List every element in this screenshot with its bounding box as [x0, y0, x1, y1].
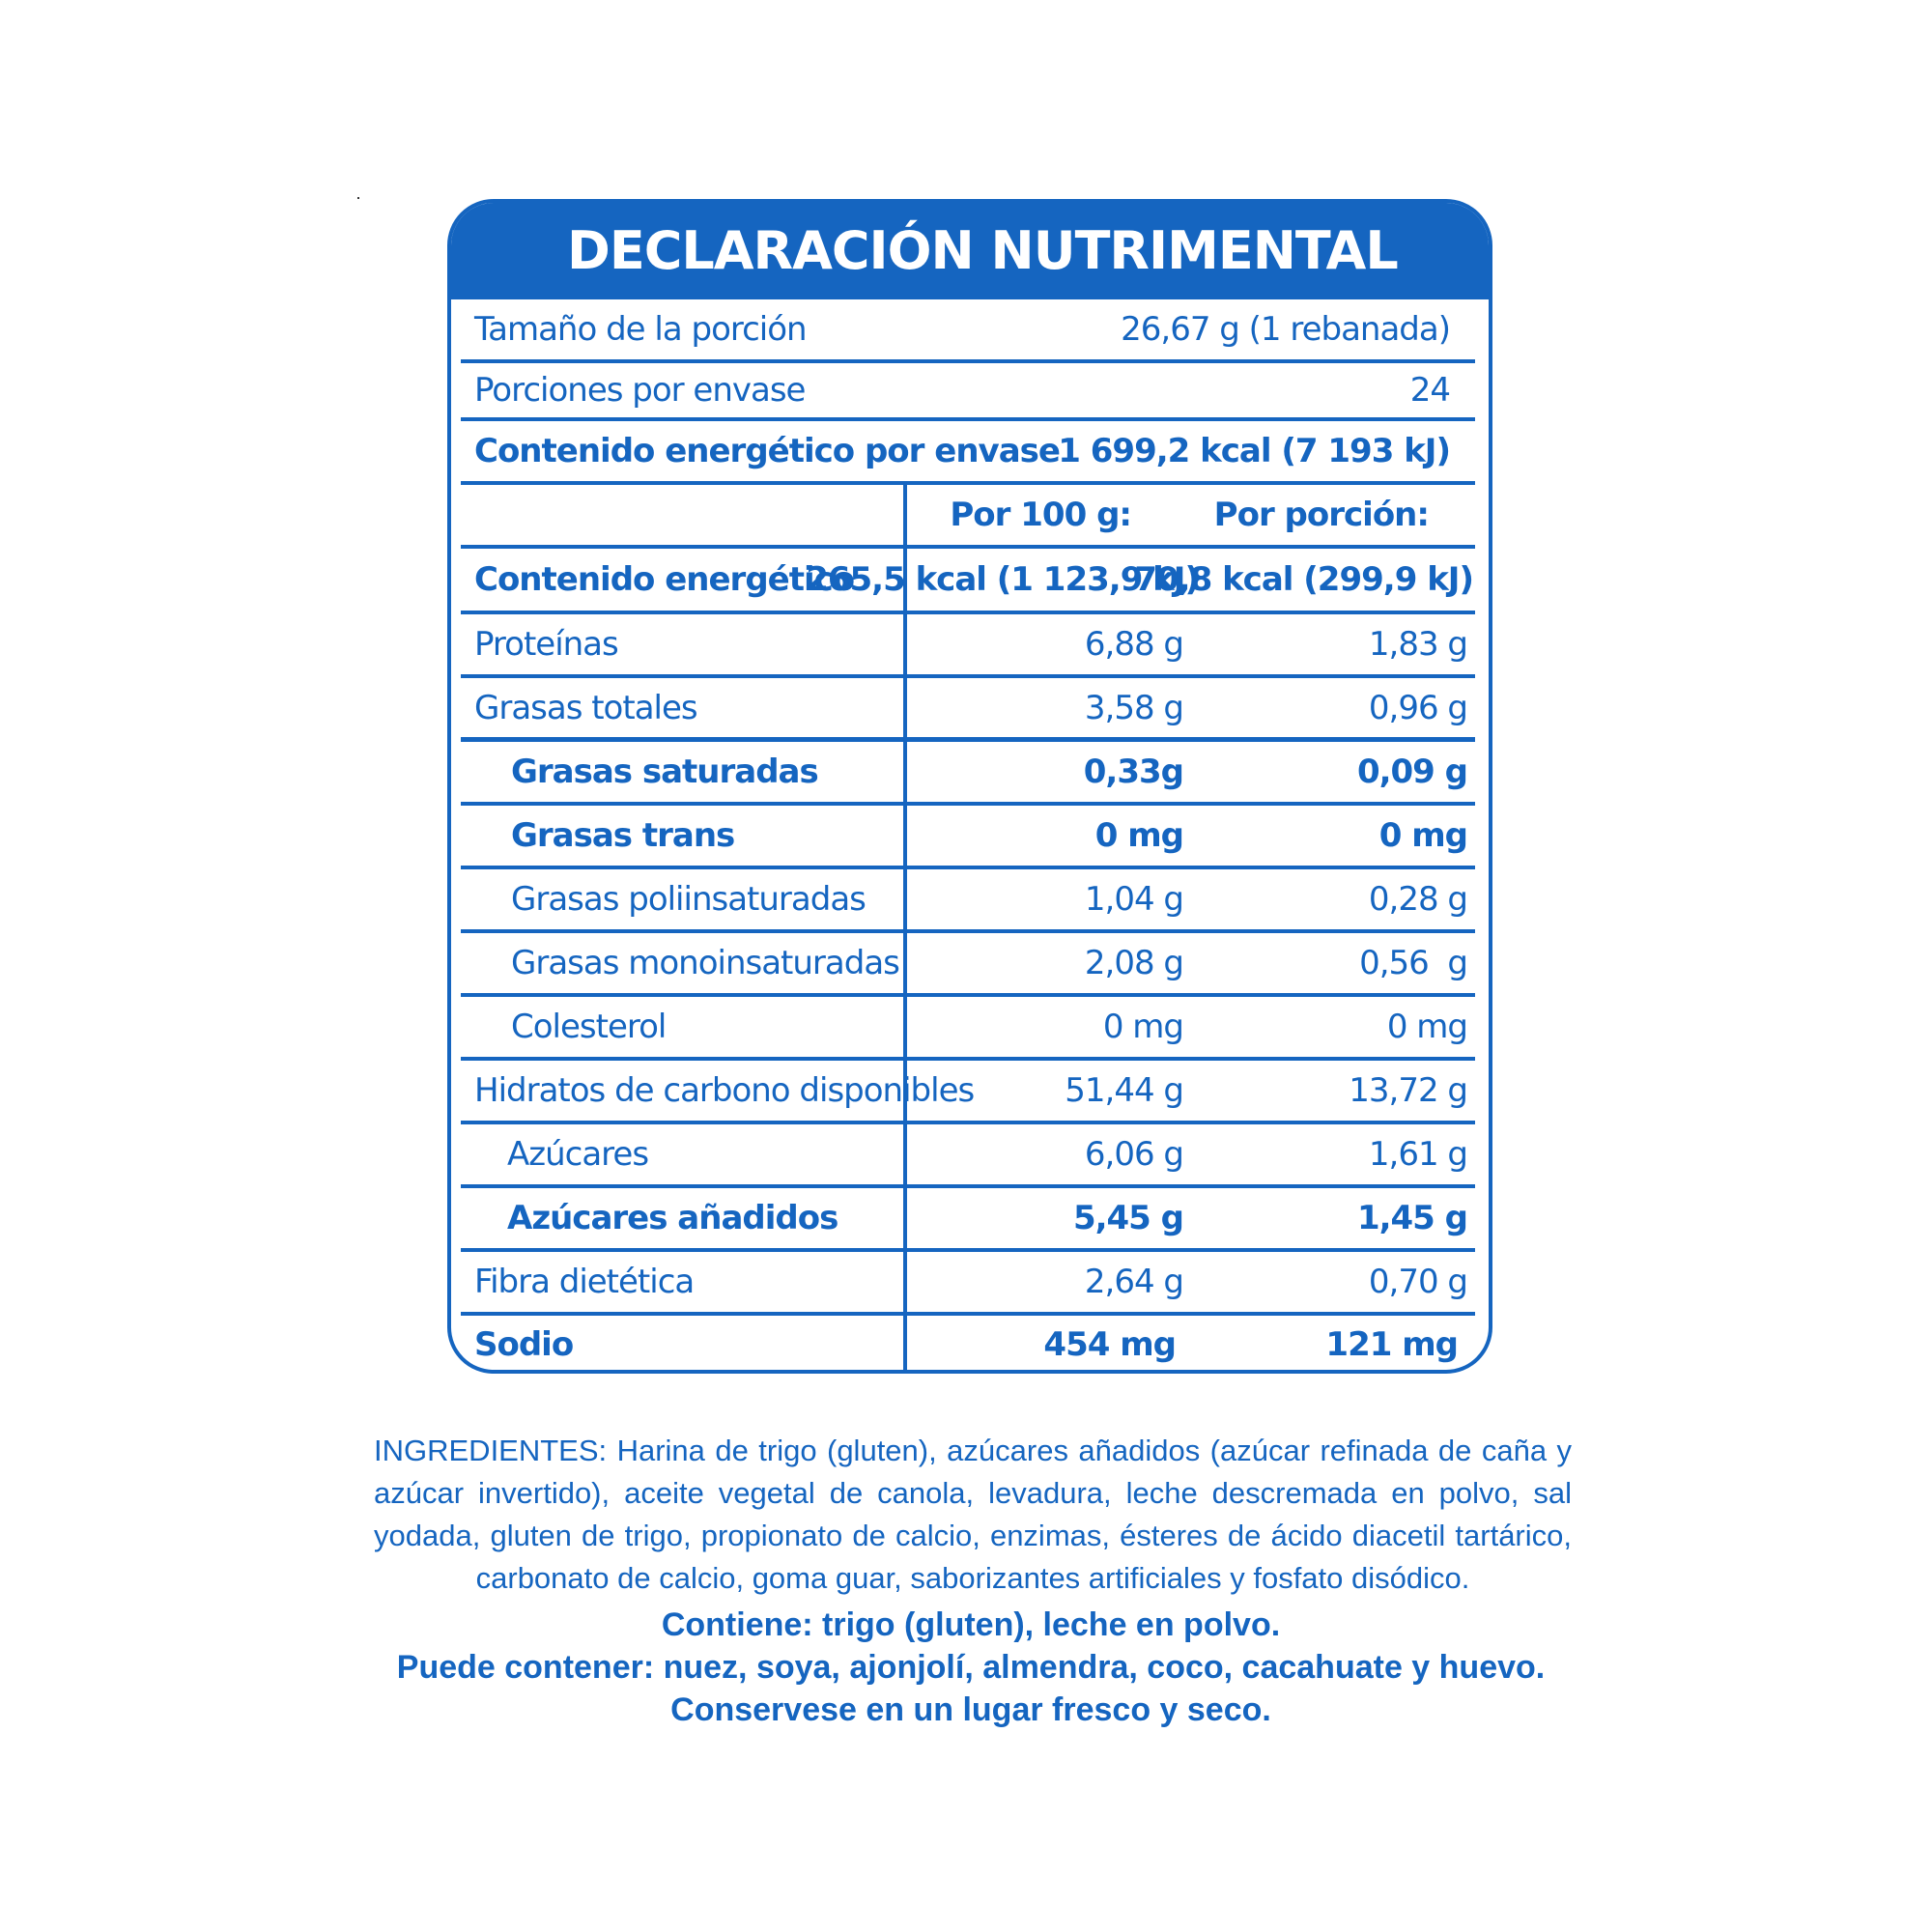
nutrient-row-saturated-fat	[461, 742, 1475, 806]
column-divider	[903, 869, 907, 933]
nutrient-row-fiber	[461, 1252, 1475, 1316]
per-portion-value: 0 mg	[1386, 1008, 1467, 1046]
may-contain-text: Puede contener: nuez, soya, ajonjolí, almendra, coco, cacahuate y huevo.	[396, 1649, 1546, 1686]
per-portion-value: 0,70 g	[1368, 1263, 1467, 1301]
label-title: DECLARACIÓN NUTRIMENTAL	[451, 203, 1489, 299]
per-100g-value: 2,64 g	[1084, 1263, 1183, 1301]
nutrient-label: Proteínas	[474, 625, 618, 664]
column-divider	[903, 614, 907, 678]
serving-size-row	[461, 299, 1475, 363]
per-portion-value: 0,28 g	[1368, 880, 1467, 919]
per-100g-value: 0 mg	[1094, 816, 1183, 855]
nutrient-row-added-sugars	[461, 1188, 1475, 1252]
nutrient-row-proteins	[461, 614, 1475, 678]
nutrient-label: Grasas poliinsaturadas	[511, 880, 866, 919]
per-100g-value: 2,08 g	[1084, 944, 1183, 982]
per-100g-value: 1,04 g	[1084, 880, 1183, 919]
column-divider	[903, 1316, 907, 1374]
per-100g-value: 6,88 g	[1084, 625, 1183, 664]
stray-dot	[357, 197, 359, 199]
column-divider	[903, 1252, 907, 1316]
per-100g-value: 51,44 g	[1065, 1071, 1183, 1110]
nutrient-label: Azúcares	[507, 1135, 649, 1174]
per-100g-header: Por 100 g:	[950, 496, 1131, 534]
column-divider	[903, 485, 907, 549]
nutrient-label: Contenido energético	[474, 560, 855, 599]
per-portion-value: 0,96 g	[1368, 688, 1467, 727]
column-divider	[903, 678, 907, 741]
nutrient-row-cholesterol	[461, 997, 1475, 1061]
energy-package-row	[461, 421, 1475, 485]
nutrition-label	[447, 199, 1492, 1374]
portions-label: Porciones por envase	[474, 371, 806, 410]
per-portion-value: 13,72 g	[1349, 1071, 1467, 1110]
nutrient-row-polyunsaturated	[461, 869, 1475, 933]
energy-package-label: Contenido energético por envase	[474, 432, 1060, 470]
column-divider	[903, 933, 907, 997]
nutrient-label: Colesterol	[511, 1008, 667, 1046]
per-100g-value: 265,5 kcal (1 123,9 kJ)	[806, 560, 1199, 599]
per-100g-value: 3,58 g	[1084, 688, 1183, 727]
allergen-notes	[290, 1604, 1652, 1731]
column-divider	[903, 997, 907, 1061]
portions-row	[461, 363, 1475, 421]
serving-size-label: Tamaño de la porción	[474, 310, 807, 349]
column-divider	[903, 1188, 907, 1252]
per-portion-value: 0,09 g	[1356, 753, 1467, 791]
column-divider	[903, 742, 907, 806]
ingredients-text: INGREDIENTES: Harina de trigo (gluten), azúcares añadidos (azúcar refinada de caña y azúcar invertido), aceite vegetal de canola, levadura, leche descremada en polvo, sal yodada, gluten de trigo, propionato de calcio, enzimas, ésteres de ácido diacetil tartárico, carbonato de calcio, goma guar, saborizantes artificiales y fosfato disódico.	[374, 1434, 1572, 1595]
nutrient-row-trans-fat	[461, 806, 1475, 869]
per-portion-value: 1,45 g	[1356, 1199, 1467, 1237]
serving-size-value: 26,67 g (1 rebanada)	[1121, 310, 1450, 349]
per-portion-value: 1,83 g	[1368, 625, 1467, 664]
nutrient-label: Grasas totales	[474, 688, 697, 727]
portions-value: 24	[1409, 371, 1450, 410]
nutrient-row-monounsaturated	[461, 933, 1475, 997]
nutrient-row-carbohydrates	[461, 1061, 1475, 1124]
column-divider	[903, 806, 907, 869]
nutrient-label: Azúcares añadidos	[507, 1199, 838, 1237]
nutrient-label: Fibra dietética	[474, 1263, 695, 1301]
nutrient-label: Hidratos de carbono disponibles	[474, 1071, 975, 1110]
nutrient-label: Sodio	[474, 1325, 574, 1364]
storage-text: Conservese en un lugar fresco y seco.	[670, 1691, 1271, 1728]
nutrition-table	[461, 299, 1475, 1374]
nutrient-row-total-fat	[461, 678, 1475, 742]
per-100g-value: 0,33g	[1083, 753, 1183, 791]
per-100g-value: 454 mg	[1043, 1325, 1176, 1364]
per-100g-value: 0 mg	[1102, 1008, 1183, 1046]
column-divider	[903, 1124, 907, 1188]
per-portion-value: 1,61 g	[1368, 1135, 1467, 1174]
per-portion-value: 0 mg	[1378, 816, 1467, 855]
nutrient-row-sugars	[461, 1124, 1475, 1188]
column-header-row	[461, 485, 1475, 549]
energy-package-value: 1 699,2 kcal (7 193 kJ)	[1058, 432, 1450, 470]
per-portion-value: 121 mg	[1325, 1325, 1458, 1364]
nutrient-row-energy	[461, 549, 1475, 614]
per-portion-value: 70,8 kcal (299,9 kJ)	[1134, 560, 1473, 599]
nutrient-label: Grasas monoinsaturadas	[511, 944, 899, 982]
contains-text: Contiene: trigo (gluten), leche en polvo.	[661, 1606, 1281, 1643]
nutrient-label: Grasas trans	[511, 816, 735, 855]
per-100g-value: 6,06 g	[1084, 1135, 1183, 1174]
per-portion-header: Por porción:	[1213, 496, 1429, 534]
nutrient-label: Grasas saturadas	[511, 753, 818, 791]
per-portion-value: 0,56 g	[1359, 944, 1467, 982]
per-100g-value: 5,45 g	[1072, 1199, 1183, 1237]
nutrient-row-sodium	[461, 1316, 1475, 1374]
